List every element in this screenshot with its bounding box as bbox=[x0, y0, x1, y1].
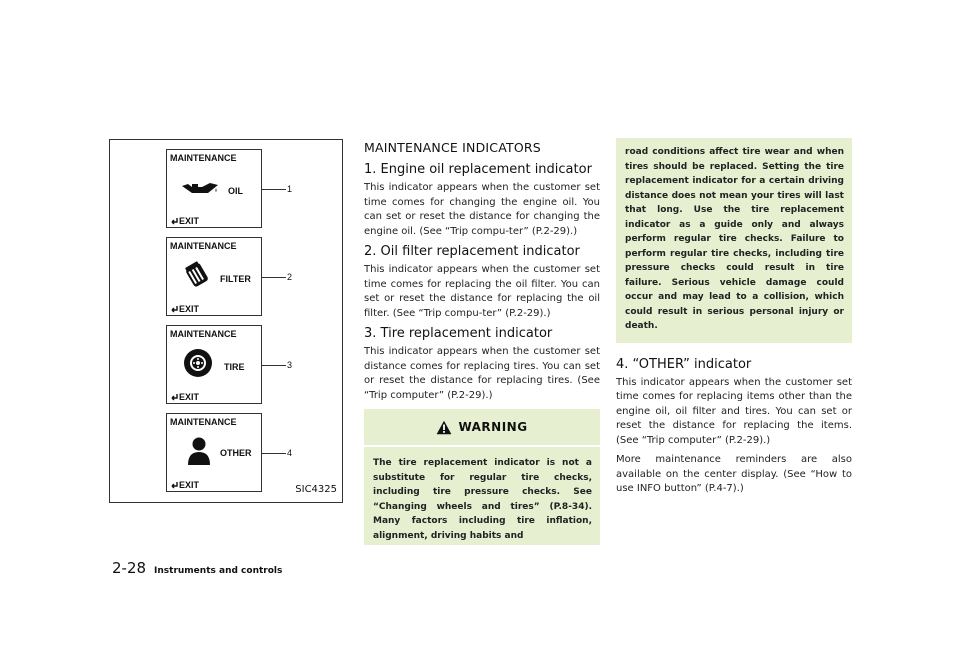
panel-item-label: TIRE bbox=[224, 362, 245, 372]
panel-title: MAINTENANCE bbox=[170, 329, 237, 339]
panel-exit bbox=[170, 216, 199, 226]
panel-exit bbox=[170, 480, 199, 490]
return-icon bbox=[170, 217, 178, 225]
subheading-tire: 3. Tire replacement indicator bbox=[364, 326, 553, 341]
oil-filter-icon bbox=[183, 260, 211, 290]
panel-exit-label: EXIT bbox=[179, 480, 200, 490]
section-heading: MAINTENANCE INDICATORS bbox=[364, 140, 541, 155]
panel-item-label: OTHER bbox=[220, 448, 252, 458]
panel-title: MAINTENANCE bbox=[170, 153, 237, 163]
page-number: 2-28 bbox=[112, 559, 147, 577]
tire-icon bbox=[183, 348, 213, 378]
callout-line bbox=[262, 453, 286, 454]
callout-number: 2 bbox=[287, 272, 293, 282]
oil-can-icon bbox=[180, 178, 220, 200]
callout-line bbox=[262, 365, 286, 366]
warning-text: The tire replacement indicator is not a substitute for regular tire checks, including tire pressure checks. See “Changing wheels and tires” (P.8-34). Many factors including tire inflation, alignment, driving habits and bbox=[373, 458, 592, 541]
paragraph-tire: This indicator appears when the customer set distance comes for replacing tires. You can set or reset the distance for replacing tires. (See “Trip computer” (P.2-29).) bbox=[364, 346, 600, 401]
page-footer bbox=[112, 559, 282, 577]
panel-title: MAINTENANCE bbox=[170, 417, 237, 427]
maintenance-panel-other bbox=[166, 413, 262, 492]
text-column-right bbox=[616, 138, 852, 502]
maintenance-panel-oil bbox=[166, 149, 262, 228]
panel-item-label: FILTER bbox=[220, 274, 251, 284]
return-icon bbox=[170, 481, 178, 489]
return-icon bbox=[170, 305, 178, 313]
panel-exit bbox=[170, 392, 199, 402]
text-column-middle bbox=[364, 140, 600, 545]
paragraph-center-display: More maintenance reminders are also available on the center display. (See “How to use INFO button” (P.4-7).) bbox=[616, 454, 852, 494]
callout-number: 1 bbox=[287, 184, 293, 194]
callout-number: 4 bbox=[287, 448, 293, 458]
warning-icon bbox=[436, 420, 452, 435]
maintenance-figure bbox=[109, 139, 343, 503]
panel-title: MAINTENANCE bbox=[170, 241, 237, 251]
warning-box bbox=[364, 409, 600, 545]
panel-exit-label: EXIT bbox=[179, 304, 200, 314]
paragraph-oil: This indicator appears when the customer set time comes for changing the engine oil. You can set or reset the distance for changing the engine oil. (See “Trip compu-ter” (P.2-29).) bbox=[364, 182, 600, 237]
subheading-other: 4. “OTHER” indicator bbox=[616, 356, 752, 372]
footer-section-title: Instruments and controls bbox=[154, 566, 283, 576]
return-icon bbox=[170, 393, 178, 401]
subheading-oil: 1. Engine oil replacement indicator bbox=[364, 162, 592, 177]
callout-line bbox=[262, 189, 286, 190]
panel-item-label: OIL bbox=[228, 186, 243, 196]
panel-exit-label: EXIT bbox=[179, 216, 200, 226]
panel-exit-label: EXIT bbox=[179, 392, 200, 402]
maintenance-panel-filter bbox=[166, 237, 262, 316]
person-icon bbox=[187, 436, 211, 466]
panel-exit bbox=[170, 304, 199, 314]
warning-header bbox=[364, 409, 600, 447]
paragraph-other: This indicator appears when the customer set time comes for replacing items other than the engine oil, oil filter and tires. You can set or reset the distance for replacing the items. (See “Trip computer” (P.2-29).) bbox=[616, 376, 852, 446]
figure-code: SIC4325 bbox=[295, 484, 337, 495]
warning-label: WARNING bbox=[458, 420, 528, 434]
callout-number: 3 bbox=[287, 360, 293, 370]
callout-line bbox=[262, 277, 286, 278]
maintenance-panel-tire bbox=[166, 325, 262, 404]
warning-text-continued: road conditions affect tire wear and when tires should be replaced. Setting the tire replacement indicator for a certain driving distance does not mean your tires will last that long. Use the tire replacement indicator as a guide only and always perform regular tire checks. Failure to perform regular tire checks, including tire pressure checks could result in tire failure. Serious vehicle damage could occur and may lead to a collision, which could result in serious personal injury or death. bbox=[616, 138, 852, 343]
subheading-filter: 2. Oil filter replacement indicator bbox=[364, 244, 580, 259]
paragraph-filter: This indicator appears when the customer set time comes for replacing the oil filter. You can set or reset the distance for replacing the oil filter. (See “Trip compu-ter” (P.2-29).) bbox=[364, 264, 600, 319]
